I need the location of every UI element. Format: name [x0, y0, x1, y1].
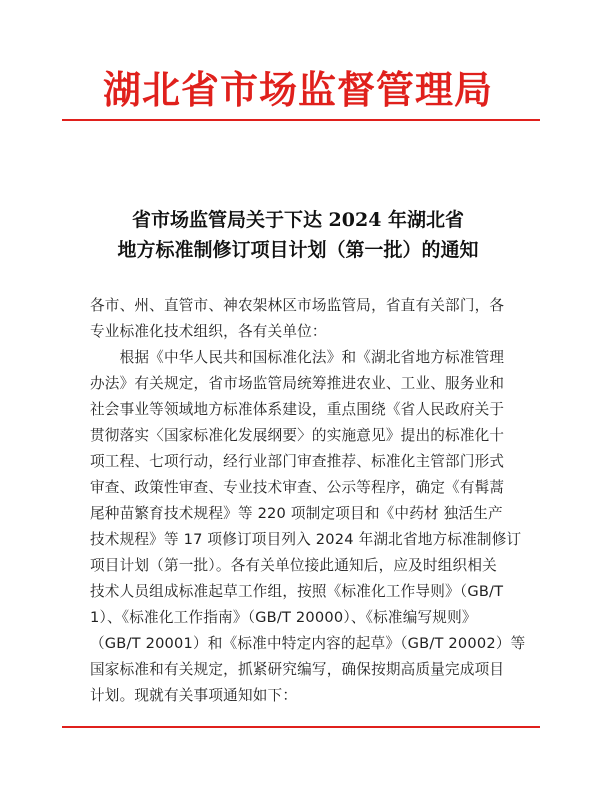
document-title-line-2: 地方标准制修订项目计划（第一批）的通知 [117, 239, 479, 261]
agency-header-title: 湖北省市场监督管理局 [102, 67, 493, 112]
body-line: 项工程、七项行动，经行业部门审查推荐、标准化主管部门形式 [90, 453, 505, 470]
body-line: 专业标准化技术组织，各有关单位： [90, 323, 327, 340]
document-title-line-1: 省市场监管局关于下达 2024 年湖北省 [131, 209, 465, 231]
body-line: （GB/T 20001）和《标准中特定内容的起草》（GB/T 20002）等 [90, 635, 526, 652]
body-line: 社会事业等领域地方标准体系建设，重点围绕《省人民政府关于 [90, 401, 505, 418]
header-red-rule [62, 119, 540, 121]
body-line: 国家标准和有关规定，抓紧研究编写，确保按期高质量完成项目 [90, 661, 505, 678]
body-line: 贯彻落实〈国家标准化发展纲要〉的实施意见》提出的标准化十 [90, 427, 505, 444]
body-line: 根据《中华人民共和国标准化法》和《湖北省地方标准管理 [90, 349, 505, 366]
footer-red-rule [62, 726, 540, 728]
body-line: 尾种苗繁育技术规程》等 220 项制定项目和《中药材 独活生产 [90, 505, 503, 522]
body-line: 各市、州、直管市、神农架林区市场监管局，省直有关部门，各 [90, 297, 505, 314]
body-line: 1）、《标准化工作指南》（GB/T 20000）、《标准编写规则》 [90, 609, 477, 626]
body-line: 办法》有关规定，省市场监管局统筹推进农业、工业、服务业和 [90, 375, 505, 392]
body-line: 项目计划（第一批）。各有关单位接此通知后，应及时组织相关 [90, 557, 497, 574]
body-line: 技术人员组成标准起草工作组，按照《标准化工作导则》（GB/T [90, 583, 504, 600]
body-line: 计划。现就有关事项通知如下： [90, 687, 298, 704]
body-line: 技术规程》等 17 项修订项目列入 2024 年湖北省地方标准制修订 [90, 531, 522, 548]
body-line: 审查、政策性审查、专业技术审查、公示等程序，确定《有髯蒿 [90, 479, 505, 496]
